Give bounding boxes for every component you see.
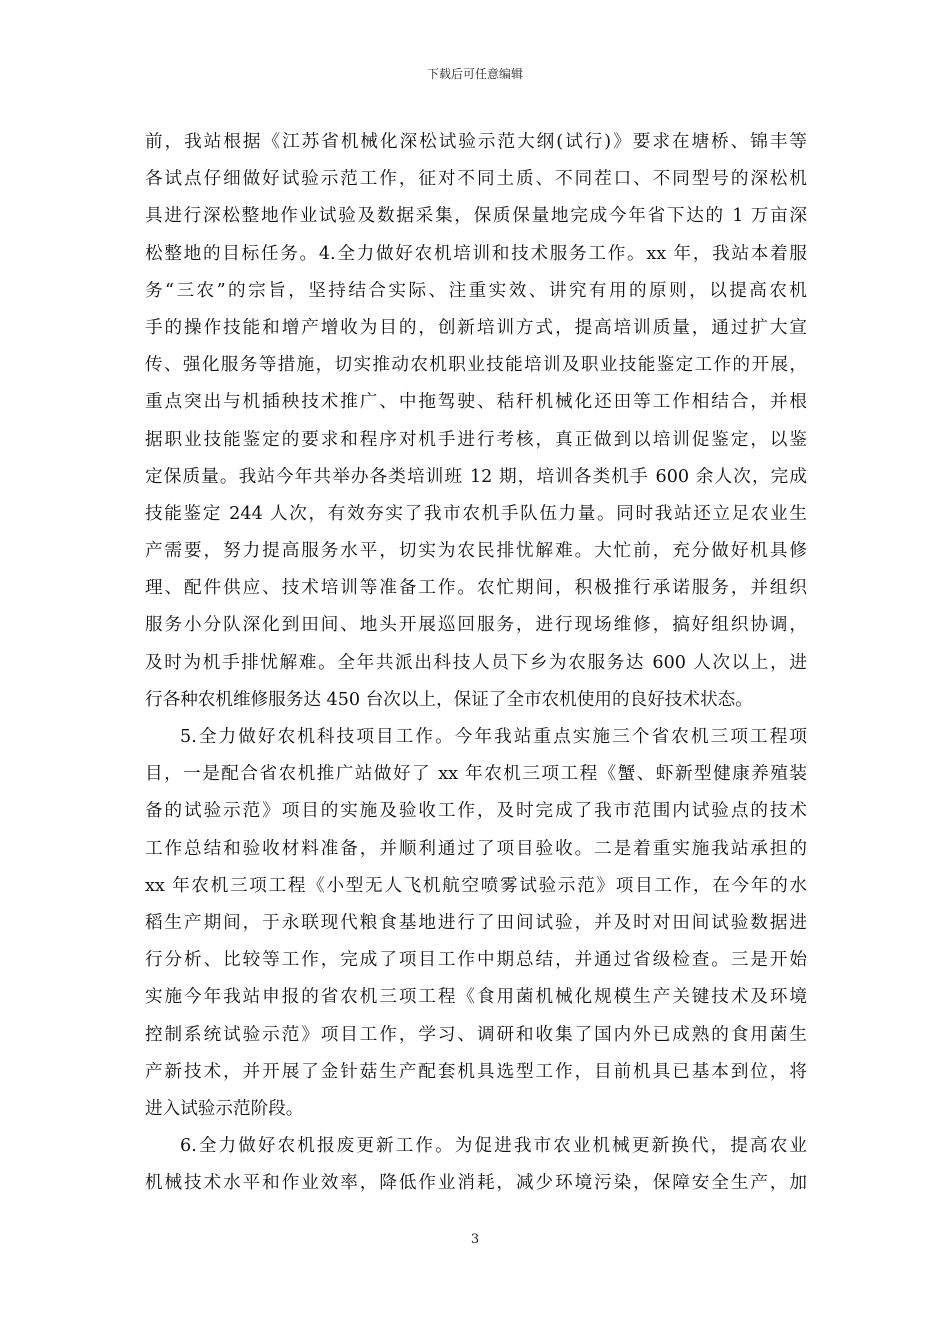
body-line: 重点突出与机插秧技术推广、中拖驾驶、秸秆机械化还田等工作相结合，并根 [145,392,807,413]
body-line: 产需要，努力提高服务水平，切实为农民排忧解难。大忙前，充分做好机具修 [145,541,807,562]
body-line: xx 年农机三项工程《小型无人飞机航空喷雾试验示范》项目工作，在今年的水 [145,875,807,896]
body-line: 进入试验示范阶段。 [145,1098,304,1119]
body-line: 工作总结和验收材料准备，并顺利通过了项目验收。二是着重实施我站承担的 [145,838,807,859]
body-line: 服务小分队深化到田间、地头开展巡回服务，进行现场维修，搞好组织协调， [145,615,807,636]
body-line: 具进行深松整地作业试验及数据采集，保质保量地完成今年省下达的 1 万亩深 [145,206,807,227]
document-body [145,124,807,1202]
body-line: 及时为机手排忧解难。全年共派出科技人员下乡为农服务达 600 人次以上，进 [145,652,807,673]
body-line: 6.全力做好农机报废更新工作。为促进我市农业机械更新换代，提高农业 [180,1136,807,1157]
body-line: 机械技术水平和作业效率，降低作业消耗，减少环境污染，保障安全生产，加 [145,1173,807,1194]
body-line: 技能鉴定 244 人次，有效夯实了我市农机手队伍力量。同时我站还立足农业生 [145,503,807,524]
body-line: 松整地的目标任务。4.全力做好农机培训和技术服务工作。xx 年，我站本着服 [145,243,807,264]
body-line: 前，我站根据《江苏省机械化深松试验示范大纲(试行)》要求在塘桥、锦丰等 [145,132,807,152]
body-line: 各试点仔细做好试验示范工作，征对不同土质、不同茬口、不同型号的深松机 [145,169,807,190]
page-header: 下载后可任意编辑 [426,67,523,81]
body-line: 务“三农”的宗旨，坚持结合实际、注重实效、讲究有用的原则，以提高农机 [145,280,807,301]
body-line: 行分析、比较等工作，完成了项目工作中期总结，并通过省级检查。三是开始 [145,950,807,971]
body-line: 据职业技能鉴定的要求和程序对机手进行考核，真正做到以培训促鉴定，以鉴 [145,429,807,450]
body-line: 稻生产期间，于永联现代粮食基地进行了田间试验，并及时对田间试验数据进 [145,912,807,933]
page-number: 3 [470,1232,480,1247]
body-line: 定保质量。我站今年共举办各类培训班 12 期，培训各类机手 600 余人次，完成 [145,466,807,487]
body-line: 手的操作技能和增产增收为目的，创新培训方式，提高培训质量，通过扩大宣 [145,317,807,338]
body-line: 理、配件供应、技术培训等准备工作。农忙期间，积极推行承诺服务，并组织 [145,578,807,599]
body-line: 实施今年我站申报的省农机三项工程《食用菌机械化规模生产关键技术及环境 [145,987,807,1008]
body-line: 5.全力做好农机科技项目工作。今年我站重点实施三个省农机三项工程项 [180,727,807,747]
body-line: 备的试验示范》项目的实施及验收工作，及时完成了我市范围内试验点的技术 [145,801,807,822]
body-line: 传、强化服务等措施，切实推动农机职业技能培训及职业技能鉴定工作的开展， [145,355,807,376]
body-line: 目，一是配合省农机推广站做好了 xx 年农机三项工程《蟹、虾新型健康养殖装 [145,764,807,785]
body-line: 行各种农机维修服务达 450 台次以上，保证了全市农机使用的良好技术状态。 [145,689,753,710]
body-line: 控制系统试验示范》项目工作，学习、调研和收集了国内外已成熟的食用菌生 [145,1024,807,1045]
body-line: 产新技术，并开展了金针菇生产配套机具选型工作，目前机具已基本到位，将 [145,1061,807,1082]
